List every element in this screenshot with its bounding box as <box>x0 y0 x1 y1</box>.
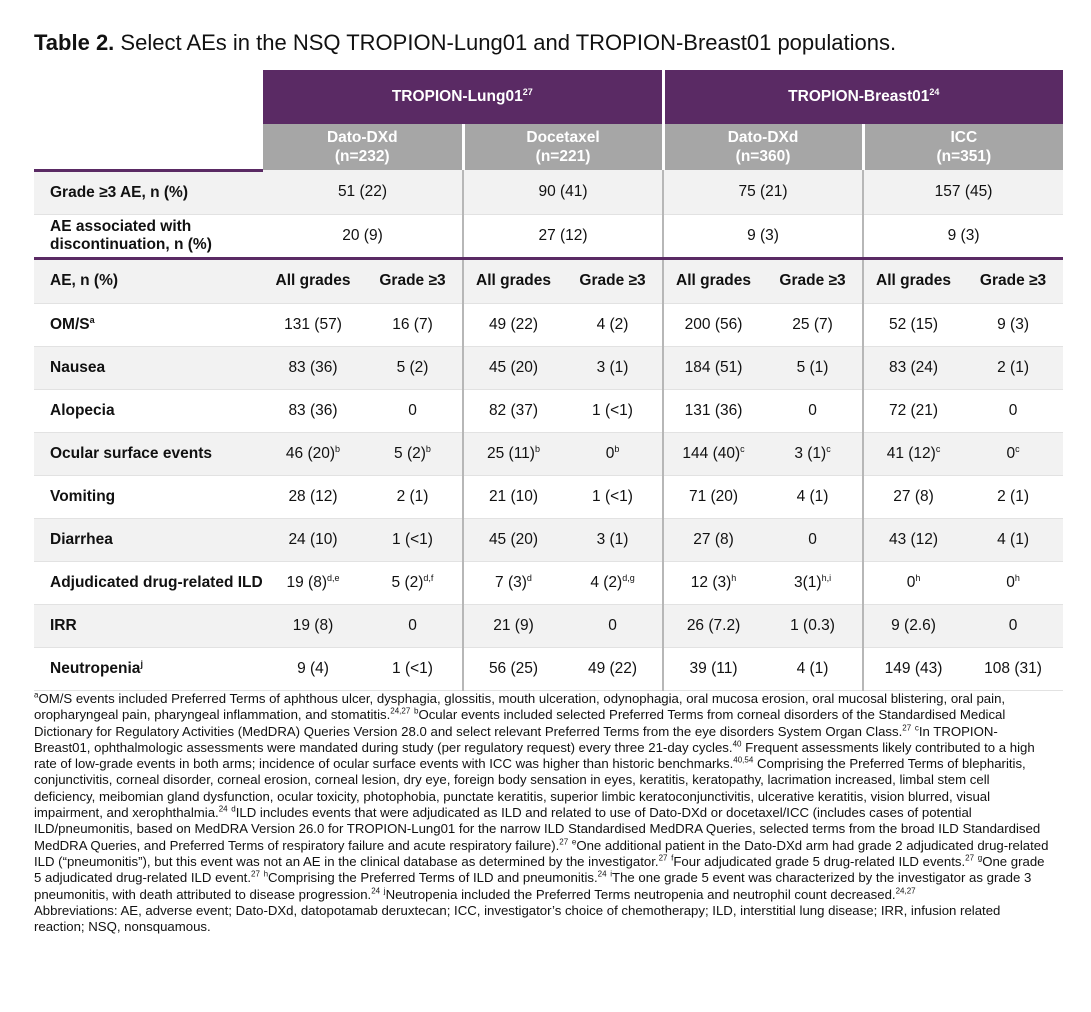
table-cell: 83 (36) <box>263 389 363 432</box>
table-cell: 43 (12) <box>863 518 963 561</box>
table-cell: 0$^h$ <box>863 561 963 604</box>
table-cell: 83 (36) <box>263 346 363 389</box>
adverse-events-table <box>34 70 1063 691</box>
table-cell: 12 $(3)^h$ <box>663 561 763 604</box>
col-all-grades: All grades <box>663 258 763 303</box>
row-label: AE associated with discontinuation, n (%) <box>34 214 263 258</box>
ae-row <box>34 303 1063 346</box>
table-cell: 0 <box>963 389 1063 432</box>
table-cell: 0 <box>763 389 863 432</box>
table-cell: 5 $(2)^b$ <box>363 432 463 475</box>
table-cell: 83 (24) <box>863 346 963 389</box>
ae-row <box>34 432 1063 475</box>
table-cell: 27 (8) <box>663 518 763 561</box>
table-cell: 4 (2) <box>563 303 663 346</box>
ae-row <box>34 518 1063 561</box>
table-cell: 7 $(3)^d$ <box>463 561 563 604</box>
arm-header: ICC (n=351) <box>863 124 1063 170</box>
table-cell: 108 (31) <box>963 647 1063 690</box>
ae-row <box>34 346 1063 389</box>
table-cell: 9 (3) <box>963 303 1063 346</box>
footnotes <box>34 691 1054 935</box>
table-cell: 1 (<1) <box>563 389 663 432</box>
table-cell: 157 (45) <box>863 170 1063 214</box>
table-cell: 49 (22) <box>463 303 563 346</box>
ae-row <box>34 389 1063 432</box>
row-label: $OM/S^a$ <box>34 303 263 346</box>
table-title <box>34 30 896 56</box>
table-cell: 3 (1) <box>563 518 663 561</box>
col-all-grades: All grades <box>463 258 563 303</box>
table-cell: 9 (3) <box>863 214 1063 258</box>
table-cell: 3 (1) <box>563 346 663 389</box>
table-cell: 0 <box>363 389 463 432</box>
table-number: Table 2. <box>34 30 115 55</box>
trial-header-lung01: TROPION-$Lung01^{27}$ <box>263 70 663 124</box>
table-cell: 5 (2) <box>363 346 463 389</box>
row-label: IRR <box>34 604 263 647</box>
table-cell: 90 (41) <box>463 170 663 214</box>
table-cell: 46 $(20)^b$ <box>263 432 363 475</box>
table-cell: 4 $(2)^{d,g}$ <box>563 561 663 604</box>
table-cell: 16 (7) <box>363 303 463 346</box>
ae-row <box>34 647 1063 690</box>
ae-header-label: AE, n (%) <box>34 258 263 303</box>
ae-rows <box>34 303 1063 690</box>
table-cell: 1 (<1) <box>363 647 463 690</box>
col-all-grades: All grades <box>863 258 963 303</box>
row-label: Vomiting <box>34 475 263 518</box>
table-cell: 19 (8) <box>263 604 363 647</box>
table-cell: 27 (12) <box>463 214 663 258</box>
table-cell: 25 $(11)^b$ <box>463 432 563 475</box>
table-cell: 1 (<1) <box>563 475 663 518</box>
trial-header-breast01: TROPION-$Breast01^{24}$ <box>663 70 1063 124</box>
table-cell: 49 (22) <box>563 647 663 690</box>
row-label: Neutropenia$^j$ <box>34 647 263 690</box>
ae-row <box>34 475 1063 518</box>
table-cell: 0 <box>763 518 863 561</box>
table-cell: 149 (43) <box>863 647 963 690</box>
table-caption: Select AEs in the NSQ TROPION-Lung01 and TROPION-Breast01 populations. <box>114 30 897 55</box>
table-cell: 184 (51) <box>663 346 763 389</box>
table-cell: 0$^c$ <box>963 432 1063 475</box>
arm-header: Dato-DXd (n=360) <box>663 124 863 170</box>
col-all-grades: All grades <box>263 258 363 303</box>
table-cell: 200 (56) <box>663 303 763 346</box>
row-label: Adjudicated drug-related ILD <box>34 561 263 604</box>
table-cell: 25 (7) <box>763 303 863 346</box>
table-cell: 131 (36) <box>663 389 763 432</box>
table-cell: 39 (11) <box>663 647 763 690</box>
table-cell: 144 $(40)^c$ <box>663 432 763 475</box>
table-cell: 9 (3) <box>663 214 863 258</box>
table-cell: 26 (7.2) <box>663 604 763 647</box>
table-cell: 5 (1) <box>763 346 863 389</box>
table-cell: 9 (4) <box>263 647 363 690</box>
table-cell: 41 $(12)^c$ <box>863 432 963 475</box>
table-cell: 28 (12) <box>263 475 363 518</box>
table-cell: 45 (20) <box>463 346 563 389</box>
ae-row <box>34 561 1063 604</box>
trial-header-row <box>34 70 1063 124</box>
table-cell: 19 $(8)^{d,e}$ <box>263 561 363 604</box>
abbreviations: Abbreviations: AE, adverse event; Dato-DXd, datopotamab deruxtecan; ICC, investigator’s choice of chemotherapy; ILD, interstitial lung disease; IRR, infusion related reaction; NSQ, nonsquamous. <box>34 902 1001 935</box>
ae-header-row <box>34 258 1063 303</box>
footnote-paragraph: $^a$OM/S events included Preferred Terms of aphthous ulcer, dysphagia, glossitis, mouth ulceration, odynophagia, oral mucosa erosion, oral mucosal blistering, oral pain, oropharyngeal pain, pharyngeal inflammation, and stomatitis.$^{24,27}$ $^b$Ocular events included selected Preferred Terms from corneal disorders of the Standardised Medical Dictionary for Regulatory Activities (MedDRA) Queries Version 28.0 and select relevant Preferred Terms from the eye disorders System Organ Class.$^{27}$ $^c$In TROPION-Breast01, ophthalmologic assessments were mandated during study (per regulatory request) every three 21-day cycles.$^{40}$ Frequent assessments likely contributed to a high rate of low-grade events in both arms; incidence of ocular surface events with ICC was higher than historic benchmarks.$^{40,54}$ Comprising the Preferred Terms of blepharitis, conjunctivitis, corneal disorder, corneal erosion, corneal lesion, dry eye, foreign body sensation in eyes, keratitis, keratopathy, lacrimation increased, limbal stem cell deficiency, meibomian gland dysfunction, ocular toxicity, photophobia, punctate keratitis, superior limbic keratoconjunctivitis, ulcerative keratitis, vision blurred, visual impairment, and xerophthalmia.$^{24}$ $^d$ILD includes events that were adjudicated as ILD and related to use of Dato-DXd or docetaxel/ICC (includes cases of potential ILD/pneumonitis, based on MedDRA Version 26.0 for TROPION-Lung01 for the narrow ILD Standardised MedDRA Queries, selected terms from the broad ILD Standardised MedDRA Queries, and Preferred Terms of respiratory failure and acute respiratory failure).$^{27}$ $^e$One additional patient in the Dato-DXd arm had grade 2 adjudicated drug-related ILD (“pneumonitis”), but this event was not an AE in the clinical database as determined by the investigator.$^{27}$ $^f$Four adjudicated grade 5 drug-related ILD events.$^{27}$ $^g$One grade 5 adjudicated drug-related ILD event.$^{27}$ $^h$Comprising the Preferred Terms of ILD and pneumonitis.$^{24}$ $^i$The one grade 5 event was characterized by the investigator as grade 3 pneumonitis, with death attributed to disease progression.$^{24}$ $^j$Neutropenia included the Preferred Terms neutropenia and neutrophil count decreased.$^{24,27}$ <box>34 690 1049 902</box>
table-cell: 1 (0.3) <box>763 604 863 647</box>
col-grade3: Grade ≥3 <box>763 258 863 303</box>
table-cell: 4 (1) <box>763 647 863 690</box>
table-cell: 4 (1) <box>763 475 863 518</box>
table-cell: 0$^b$ <box>563 432 663 475</box>
table-cell: 45 (20) <box>463 518 563 561</box>
arm-header: Docetaxel (n=221) <box>463 124 663 170</box>
table-cell: 1 (<1) <box>363 518 463 561</box>
table-cell: 56 (25) <box>463 647 563 690</box>
col-grade3: Grade ≥3 <box>963 258 1063 303</box>
table-cell: 0 <box>363 604 463 647</box>
table-cell: $3(1)^{h,i}$ <box>763 561 863 604</box>
table-cell: 0$^h$ <box>963 561 1063 604</box>
table-cell: 75 (21) <box>663 170 863 214</box>
row-label: Nausea <box>34 346 263 389</box>
table-cell: 72 (21) <box>863 389 963 432</box>
col-grade3: Grade ≥3 <box>363 258 463 303</box>
row-label: Ocular surface events <box>34 432 263 475</box>
summary-row <box>34 170 1063 214</box>
table-cell: 52 (15) <box>863 303 963 346</box>
table-cell: 2 (1) <box>363 475 463 518</box>
table-cell: 4 (1) <box>963 518 1063 561</box>
col-grade3: Grade ≥3 <box>563 258 663 303</box>
table-cell: 21 (9) <box>463 604 563 647</box>
table-cell: 0 <box>563 604 663 647</box>
table-cell: 27 (8) <box>863 475 963 518</box>
arm-header: Dato-DXd (n=232) <box>263 124 463 170</box>
summary-row <box>34 214 1063 258</box>
table-cell: 131 (57) <box>263 303 363 346</box>
ae-row <box>34 604 1063 647</box>
arm-header-row <box>34 124 1063 170</box>
table-cell: 2 (1) <box>963 346 1063 389</box>
row-label: Grade ≥3 AE, n (%) <box>34 170 263 214</box>
table-cell: 21 (10) <box>463 475 563 518</box>
table-cell: 51 (22) <box>263 170 463 214</box>
table-cell: 5 $(2)^{d,f}$ <box>363 561 463 604</box>
table-cell: 71 (20) <box>663 475 763 518</box>
row-label: Diarrhea <box>34 518 263 561</box>
table-cell: 9 (2.6) <box>863 604 963 647</box>
table-cell: 3 $(1)^c$ <box>763 432 863 475</box>
table-cell: 20 (9) <box>263 214 463 258</box>
table-cell: 2 (1) <box>963 475 1063 518</box>
table-cell: 24 (10) <box>263 518 363 561</box>
table-cell: 82 (37) <box>463 389 563 432</box>
table-cell: 0 <box>963 604 1063 647</box>
row-label: Alopecia <box>34 389 263 432</box>
